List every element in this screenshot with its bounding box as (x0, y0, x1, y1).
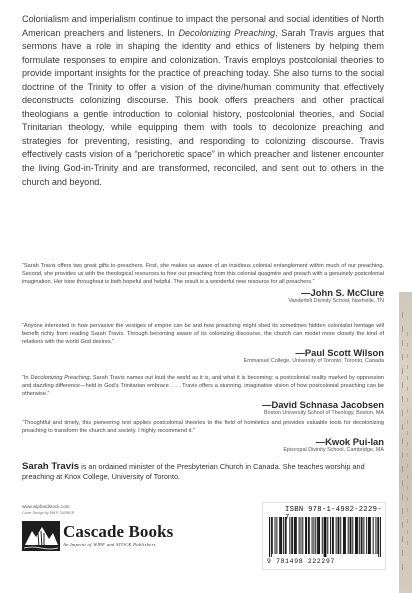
endorsement-attribution (22, 347, 384, 365)
barcode-bar (373, 517, 374, 554)
barcode-bar (305, 517, 306, 554)
author-bio: Sarah Travis is an ordained minister of the Presbyterian Church in Canada. She teaches worship and preaching at Knox College, University of Toronto. (22, 461, 365, 482)
barcode-bar (300, 517, 301, 554)
endorser-name: —David Schnasa Jacobsen (262, 399, 384, 411)
barcode-bar (336, 517, 337, 554)
barcode-bar (366, 517, 367, 554)
barcode-bar (344, 517, 345, 554)
barcode-bar (345, 517, 346, 554)
endorser-affiliation: Emmanuel College, University of Toronto, Toronto, Canada (243, 358, 384, 365)
endorsement-attribution (22, 436, 384, 454)
barcode-bar (350, 517, 351, 554)
cover-design-credit: Cover Design by MIKE SURBER (22, 511, 75, 515)
barcode-bar (296, 517, 297, 554)
barcode-bar (325, 517, 326, 557)
endorser-name: —Paul Scott Wilson (295, 347, 384, 359)
barcode-bar (343, 517, 344, 554)
barcode-bar (361, 517, 362, 554)
endorsement-quote: “Thoughtful and timely, this pioneering text applies postcolonial theories to the field of homiletics and provides valuable tools for decolonizing preaching to transform the church and society. I highly recommend it.” (22, 420, 384, 435)
endorsement-quote: “Sarah Travis offers two great gifts to preachers. First, she makes us aware of an insidious colonial entanglement within much of our preaching. Second, she provides us with the theological resources to free our preaching from this colonial quagmire and preach with a genuinely postcolonial imagination. Her tone throughout is both hopeful and helpful. The result is a wonderful new resource for all preachers.” (22, 263, 384, 286)
barcode-bar (294, 517, 295, 554)
barcode-bar (355, 517, 356, 554)
barcode-bar (375, 517, 376, 554)
barcode-bar (330, 517, 331, 554)
publisher-tagline: An Imprint of WIPF and STOCK Publishers (63, 542, 156, 547)
endorsement-quote: “In Decolonizing Preaching, Sarah Travis names out loud the world as it is, and what it is becoming: a postcolonial reality marked by oppression and dazzling difference—held in God’s Trinitarian embrace. . . . Travis offers a stunning, imaginative vision of how postcolonial preaching can be otherwise.” (22, 375, 384, 398)
barcode-bar (269, 517, 270, 557)
barcode-area (262, 502, 386, 570)
endorsement (22, 262, 384, 305)
barcode-bar (292, 517, 293, 554)
barcode-digits: 9 781498 222297 (267, 558, 336, 565)
isbn-label: ISBN 978-1-4982-2229-7 (285, 506, 382, 522)
book-description: Colonialism and imperialism continue to impact the personal and social identities of North American preachers and listeners. In Decolonizing Preaching, Sarah Travis argues that sermons have a role in shaping the identity and ethics of listeners by helping them formulate responses to empire and colonization. Travis employs postcolonial theories to provide important insights for the practice of preaching today. She also turns to the social doctrine of the Trinity to offer a vision of the divine/human community that effectively deconstructs colonizing discourse. This book offers preachers and other practical theologians a gentle introduction to colonial history, postcolonial theories, and Social Trinitarian theology, while equipping them with tools to decolonize preaching and strategies for preventing, resisting, and responding to colonizing discourse. Travis effectively casts vision of a “perichoretic space” in which preacher and listener encounter the living God-in-Trinity and are transformed, reconciled, and sent out to others in the church and beyond. (22, 14, 385, 187)
barcode-bar (327, 517, 328, 554)
author-name: Sarah Travis (22, 461, 80, 472)
endorsement-quote: “Anyone interested in how pervasive the vestiges of empire can be and how preaching might shed its sometimes hidden colonialist heritage will benefit richly from reading Sarah Travis. Through becoming aware of its colonizing discourse, the church can model more closely the kind of relations with the world God desires.” (22, 323, 384, 346)
barcode-bar (306, 517, 307, 554)
barcode-bar (286, 517, 287, 554)
barcode-bar (363, 517, 364, 554)
barcode-bar (370, 517, 371, 554)
publisher-website: www.wipfandstock.com (22, 504, 70, 509)
barcode-bar (369, 517, 370, 554)
barcode-bar (309, 517, 310, 554)
barcode-bar (333, 517, 334, 554)
barcode-bar (377, 517, 378, 554)
barcode-bar (308, 517, 309, 554)
barcode-bar (283, 517, 284, 554)
barcode-bar (271, 517, 272, 557)
barcode-bar (350, 517, 351, 554)
barcode-icon (269, 517, 381, 557)
barcode-bar (317, 517, 318, 554)
endorser-name: —John S. McClure (301, 287, 384, 299)
endorser-affiliation: Vanderbilt Divinity School, Nashville, TN (288, 298, 384, 305)
barcode-bar (338, 517, 339, 554)
barcode-bar (359, 517, 360, 554)
waterfall-logo-icon (22, 521, 60, 551)
barcode-bar (357, 517, 358, 554)
publisher-logo (22, 519, 192, 559)
endorser-affiliation: Episcopal Divinity School, Cambridge, MA (283, 447, 384, 454)
barcode-bar (340, 517, 341, 554)
barcode-bar (272, 517, 273, 554)
publisher-name: Cascade Books (63, 522, 174, 541)
barcode-bar (276, 517, 277, 554)
barcode-bar (285, 517, 286, 554)
barcode-bar (312, 517, 313, 554)
barcode-bar (356, 517, 357, 554)
barcode-bar (322, 517, 323, 554)
barcode-bar (313, 517, 314, 554)
spine-texture (399, 292, 412, 593)
endorsement-attribution (22, 287, 384, 305)
barcode-bar (275, 517, 276, 554)
barcode-bar (362, 517, 363, 554)
endorsement (22, 419, 384, 454)
barcode-bar (279, 517, 280, 554)
barcode-bar (332, 517, 333, 554)
endorsement (22, 322, 384, 365)
barcode-bar (289, 517, 290, 554)
barcode-bar (318, 517, 319, 554)
endorsement-attribution (22, 399, 384, 417)
barcode-bar (299, 517, 300, 554)
barcode-bar (325, 517, 326, 557)
barcode-bar (281, 517, 282, 554)
barcode-bar (280, 517, 281, 554)
barcode-bar (319, 517, 320, 554)
endorsement (22, 374, 384, 417)
barcode-bar (302, 517, 303, 554)
barcode-bar (368, 517, 369, 554)
barcode-bar (352, 517, 353, 554)
barcode-bar (324, 517, 325, 557)
endorser-affiliation: Boston University School of Theology, Boston, MA (264, 410, 384, 417)
endorser-name: —Kwok Pui-lan (315, 436, 384, 448)
barcode-bar (315, 517, 316, 554)
barcode-bar (291, 517, 292, 554)
barcode-bar (295, 517, 296, 554)
barcode-bar (380, 517, 381, 557)
barcode-bar (348, 517, 349, 554)
barcode-bar (338, 517, 339, 554)
book-title-italic: Decolonizing Preaching (178, 27, 276, 38)
barcode-bar (378, 517, 379, 557)
